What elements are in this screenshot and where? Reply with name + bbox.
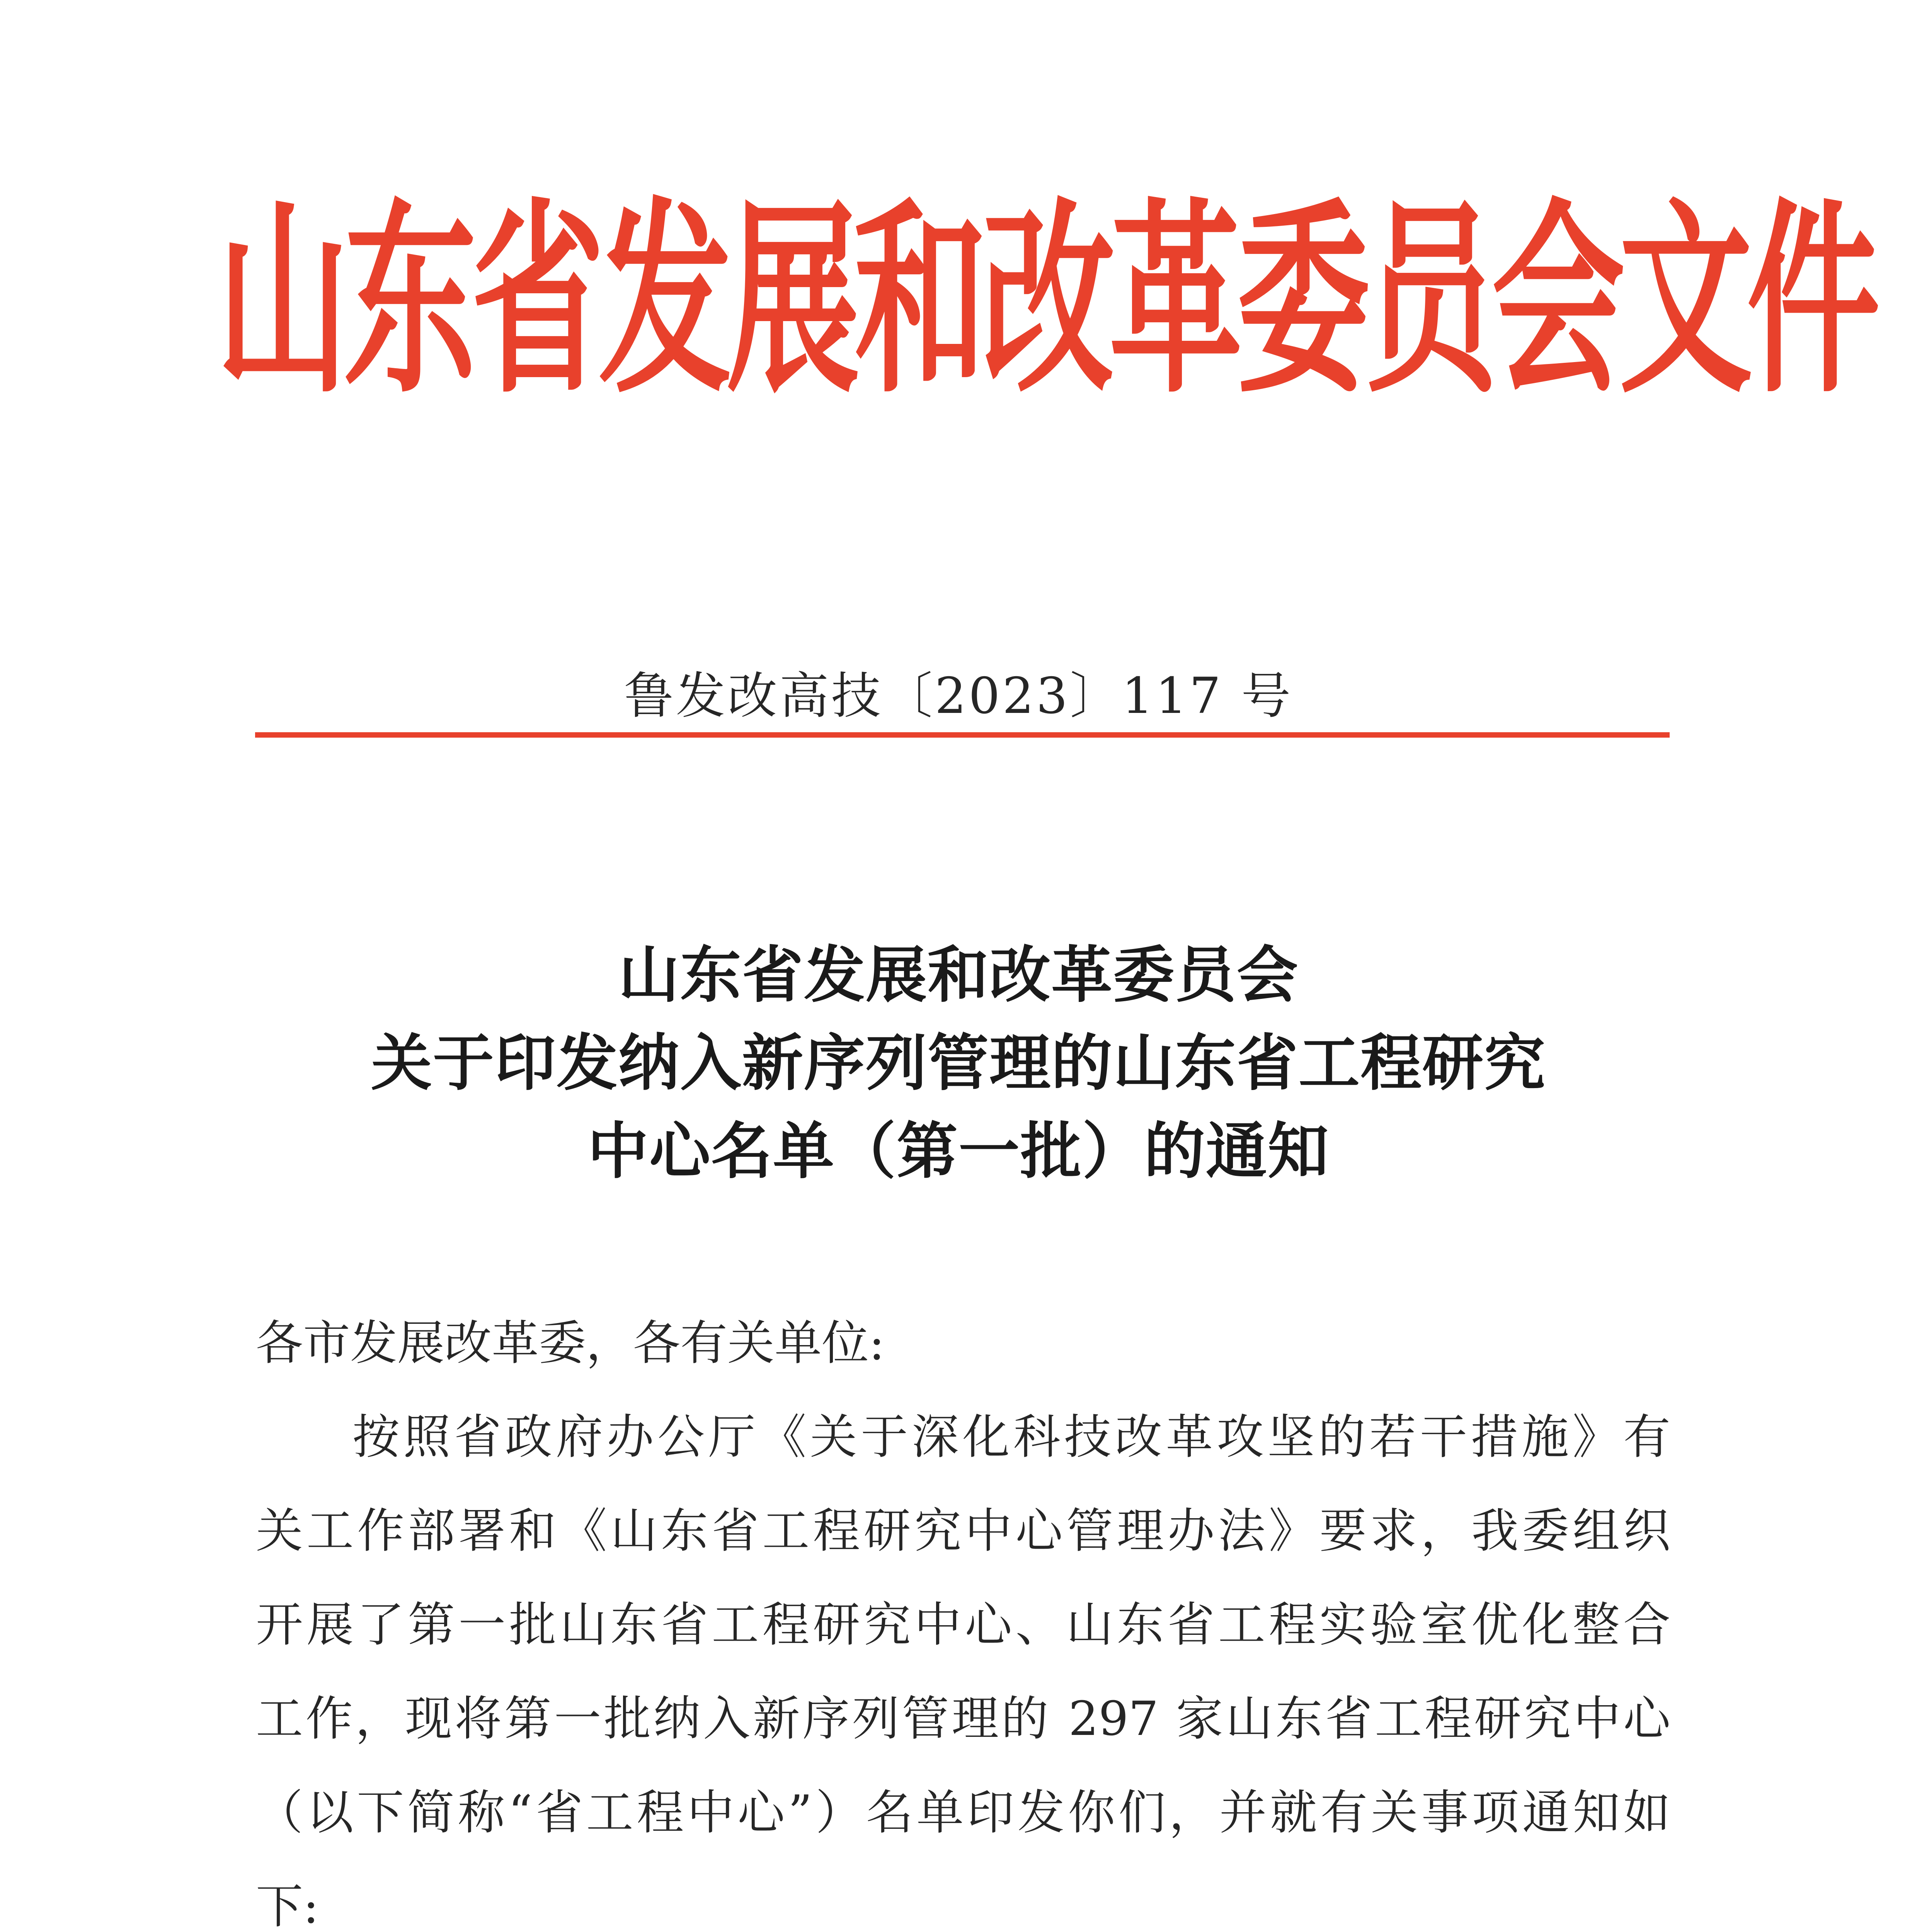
- paragraph-1-line-2: 关工作部署和《山东省工程研究中心管理办法》要求，我委组织: [256, 1503, 1670, 1558]
- notice-title: [216, 931, 1701, 1196]
- document-number: 鲁发改高技〔2023〕117 号: [624, 667, 1293, 725]
- red-divider-line: [255, 732, 1670, 738]
- paragraph-1-line-5: （以下简称“省工程中心”）名单印发你们，并就有关事项通知如: [256, 1785, 1670, 1840]
- title-line-2: 关于印发纳入新序列管理的山东省工程研究: [371, 1027, 1546, 1099]
- title-line-1: 山东省发展和改革委员会: [618, 939, 1299, 1011]
- masthead-title: 山东省发展和改革委员会文件: [216, 182, 1874, 421]
- paragraph-1-line-4: 工作，现将第一批纳入新序列管理的 297 家山东省工程研究中心: [256, 1691, 1670, 1746]
- paragraph-1-line-6: 下:: [256, 1879, 319, 1932]
- notice-body: [256, 1296, 1670, 1932]
- paragraph-1-line-3: 开展了第一批山东省工程研究中心、山东省工程实验室优化整合: [256, 1597, 1670, 1652]
- salutation: 各市发展改革委，各有关单位:: [256, 1316, 885, 1371]
- paragraph-1-line-1: 按照省政府办公厅《关于深化科技改革攻坚的若干措施》有: [352, 1410, 1670, 1464]
- title-line-3: 中心名单（第一批）的通知: [587, 1116, 1330, 1187]
